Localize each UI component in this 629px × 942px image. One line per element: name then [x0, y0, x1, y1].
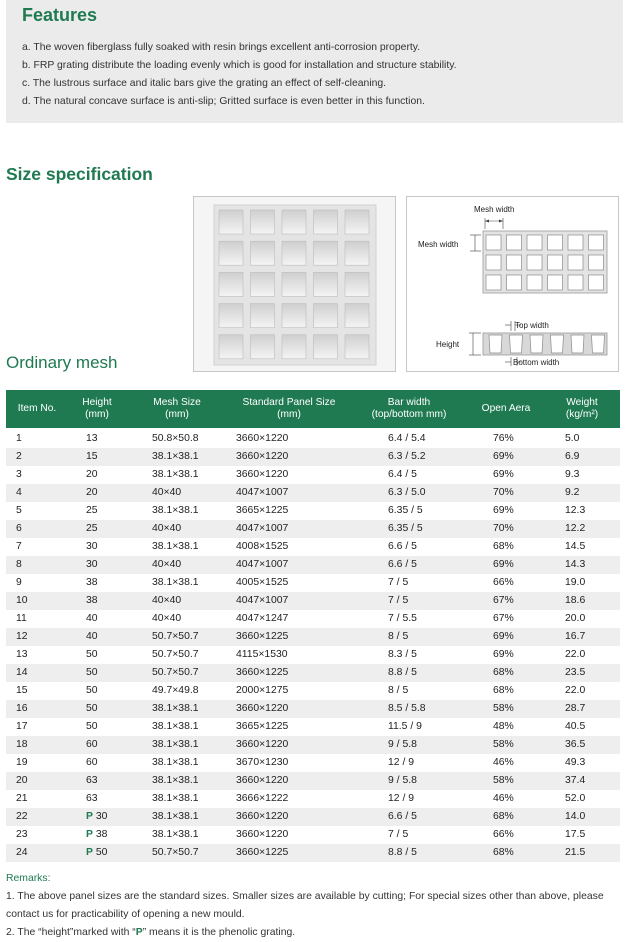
grating-cell	[219, 304, 243, 328]
cell-panel-size: 3660×1220	[236, 775, 289, 786]
cell-mesh-size: 50.7×50.7	[152, 631, 199, 642]
cell-bar-width: 6.6 / 5	[388, 559, 417, 570]
grating-cell	[314, 304, 338, 328]
cell-bar-width: 6.35 / 5	[388, 523, 423, 534]
table-row	[6, 664, 620, 682]
cell-height: 63	[86, 775, 98, 786]
cell-open-area: 67%	[493, 595, 514, 606]
grating-cell	[251, 241, 275, 265]
cell-open-area: 68%	[493, 685, 514, 696]
table-row	[6, 700, 620, 718]
diagram-mesh-cell	[486, 275, 501, 290]
cell-panel-size: 4047×1007	[236, 487, 289, 498]
cell-mesh-size: 38.1×38.1	[152, 703, 199, 714]
header-height: Height (mm)	[82, 397, 112, 420]
cell-bar-width: 8.3 / 5	[388, 649, 417, 660]
grating-cell	[282, 335, 306, 359]
cell-open-area: 68%	[493, 811, 514, 822]
header-open-area: Open Aera	[481, 403, 531, 414]
features-title: Features	[22, 5, 98, 25]
cell-mesh-size: 40×40	[152, 595, 182, 606]
cell-panel-size: 3660×1220	[236, 811, 289, 822]
grating-cell	[345, 210, 369, 234]
table-row	[6, 538, 620, 556]
cell-bar-width: 8.8 / 5	[388, 847, 417, 858]
phenolic-mark: P	[135, 927, 143, 938]
cell-item-no: 1	[16, 433, 22, 444]
diagram-mesh-cell	[589, 235, 604, 250]
cell-item-no: 2	[16, 451, 22, 462]
grating-cell	[282, 304, 306, 328]
diagram-mesh-cell	[589, 275, 604, 290]
grating-cell	[282, 241, 306, 265]
header-panel-size: Standard Panel Size (mm)	[242, 397, 336, 420]
diagram-mesh-cell	[548, 235, 563, 250]
cell-panel-size: 3666×1222	[236, 793, 289, 804]
cell-bar-width: 8.5 / 5.8	[388, 703, 426, 714]
cell-item-no: 10	[16, 595, 28, 606]
cell-panel-size: 3660×1220	[236, 451, 289, 462]
cell-open-area: 58%	[493, 703, 514, 714]
header-bar-width: Bar width (top/bottom mm)	[371, 397, 447, 420]
cell-item-no: 6	[16, 523, 22, 534]
cell-height: 38	[86, 577, 98, 588]
section-gap	[592, 335, 605, 353]
table-row	[6, 754, 620, 772]
cell-panel-size: 4047×1247	[236, 613, 289, 624]
cell-panel-size: 4008×1525	[236, 541, 289, 552]
cell-weight: 22.0	[565, 685, 586, 696]
cell-item-no: 5	[16, 505, 22, 516]
diagram-mesh-cell	[527, 255, 542, 270]
cell-panel-size: 4005×1525	[236, 577, 289, 588]
table-row	[6, 682, 620, 700]
cell-open-area: 69%	[493, 505, 514, 516]
table-row	[6, 646, 620, 664]
cell-weight: 40.5	[565, 721, 586, 732]
cell-height: 15	[86, 451, 98, 462]
cell-mesh-size: 38.1×38.1	[152, 451, 199, 462]
cell-item-no: 4	[16, 487, 22, 498]
grating-cell	[314, 335, 338, 359]
feature-item: a. The woven fiberglass fully soaked with resin brings excellent anti-corrosion property.	[22, 42, 421, 53]
cell-height: 25	[86, 505, 98, 516]
cell-weight: 16.7	[565, 631, 586, 642]
cell-mesh-size: 40×40	[152, 487, 182, 498]
table-row	[6, 430, 620, 448]
cell-open-area: 58%	[493, 739, 514, 750]
grating-cell	[282, 272, 306, 296]
features-list	[22, 39, 457, 111]
cell-panel-size: 3665×1225	[236, 505, 289, 516]
cell-panel-size: 3660×1220	[236, 739, 289, 750]
phenolic-mark: P	[86, 811, 93, 822]
diagram-mesh-cell	[568, 255, 583, 270]
table-row	[6, 844, 620, 862]
cell-open-area: 67%	[493, 613, 514, 624]
cell-height: 38	[86, 595, 98, 606]
cell-height: 40	[86, 631, 98, 642]
bottom-width-label: Bottom width	[513, 358, 560, 367]
cell-open-area: 68%	[493, 667, 514, 678]
cell-item-no: 18	[16, 739, 28, 750]
table-row	[6, 808, 620, 826]
cell-bar-width: 7 / 5	[388, 577, 409, 588]
grating-cell	[251, 335, 275, 359]
table-row	[6, 466, 620, 484]
table-row	[6, 628, 620, 646]
diagram-mesh-cell	[507, 255, 522, 270]
cell-item-no: 3	[16, 469, 22, 480]
section-gap	[571, 335, 584, 353]
cell-height: 50	[86, 649, 98, 660]
cell-bar-width: 6.3 / 5.0	[388, 487, 426, 498]
table-row	[6, 484, 620, 502]
cell-weight: 17.5	[565, 829, 586, 840]
cell-panel-size: 3660×1225	[236, 631, 289, 642]
grating-cell	[314, 272, 338, 296]
diagram-mesh-cell	[589, 255, 604, 270]
cell-height: 30	[86, 559, 98, 570]
grating-cell	[345, 241, 369, 265]
feature-item: d. The natural concave surface is anti-slip; Gritted surface is even better in this function.	[22, 96, 425, 107]
grating-photo	[193, 196, 396, 372]
cell-item-no: 22	[16, 811, 28, 822]
cell-weight: 37.4	[565, 775, 586, 786]
cell-mesh-size: 38.1×38.1	[152, 775, 199, 786]
cell-item-no: 23	[16, 829, 28, 840]
cell-panel-size: 4115×1530	[236, 649, 288, 660]
cell-mesh-size: 38.1×38.1	[152, 469, 199, 480]
mesh-diagram	[406, 196, 619, 372]
diagram-mesh-cell	[507, 275, 522, 290]
cell-open-area: 70%	[493, 523, 514, 534]
phenolic-mark: P	[86, 847, 93, 858]
diagram-mesh-cell	[527, 235, 542, 250]
cell-height: P 30	[86, 811, 108, 822]
mesh-diagram-svg	[407, 197, 618, 371]
remark-line: contact us for practicability of opening a new mould.	[6, 909, 245, 920]
cell-weight: 6.9	[565, 451, 580, 462]
cell-mesh-size: 38.1×38.1	[152, 739, 199, 750]
cell-bar-width: 7 / 5	[388, 829, 409, 840]
table-row	[6, 772, 620, 790]
cell-panel-size: 4047×1007	[236, 595, 289, 606]
cell-mesh-size: 38.1×38.1	[152, 757, 199, 768]
header-weight: Weight (kg/m²)	[565, 397, 599, 420]
table-row	[6, 448, 620, 466]
cell-mesh-size: 38.1×38.1	[152, 577, 199, 588]
grating-cell	[219, 272, 243, 296]
cell-open-area: 69%	[493, 469, 514, 480]
cell-bar-width: 12 / 9	[388, 793, 414, 804]
cell-mesh-size: 49.7×49.8	[152, 685, 199, 696]
grating-photo-illustration	[194, 197, 395, 371]
cell-bar-width: 9 / 5.8	[388, 739, 417, 750]
cell-panel-size: 3665×1225	[236, 721, 289, 732]
remarks-section	[6, 870, 623, 942]
cell-open-area: 70%	[493, 487, 514, 498]
cell-weight: 12.3	[565, 505, 586, 516]
cell-mesh-size: 50.7×50.7	[152, 847, 199, 858]
diagram-mesh-cell	[548, 275, 563, 290]
cell-panel-size: 3660×1225	[236, 847, 289, 858]
diagram-mesh-cell	[486, 255, 501, 270]
cell-open-area: 69%	[493, 559, 514, 570]
diagram-mesh-cell	[507, 235, 522, 250]
cell-height: 30	[86, 541, 98, 552]
grating-cell	[345, 335, 369, 359]
cell-mesh-size: 50.7×50.7	[152, 667, 199, 678]
cell-weight: 19.0	[565, 577, 586, 588]
grating-cell	[219, 210, 243, 234]
cell-item-no: 13	[16, 649, 28, 660]
table-row	[6, 718, 620, 736]
table-row	[6, 826, 620, 844]
section-gap	[530, 335, 543, 353]
table-row	[6, 592, 620, 610]
cell-height: 40	[86, 613, 98, 624]
cell-weight: 22.0	[565, 649, 586, 660]
cell-open-area: 69%	[493, 451, 514, 462]
cell-mesh-size: 50.7×50.7	[152, 649, 199, 660]
cell-weight: 14.0	[565, 811, 586, 822]
cell-open-area: 69%	[493, 631, 514, 642]
diagram-mesh-cell	[486, 235, 501, 250]
cell-item-no: 12	[16, 631, 28, 642]
cell-item-no: 15	[16, 685, 28, 696]
grating-cell	[314, 210, 338, 234]
cell-weight: 36.5	[565, 739, 586, 750]
cell-mesh-size: 38.1×38.1	[152, 793, 199, 804]
cell-weight: 12.2	[565, 523, 586, 534]
table-row	[6, 520, 620, 538]
feature-item: c. The lustrous surface and italic bars give the grating an effect of self-cleaning.	[22, 78, 387, 89]
cell-bar-width: 12 / 9	[388, 757, 414, 768]
cell-panel-size: 3660×1220	[236, 469, 289, 480]
table-row	[6, 790, 620, 808]
cell-bar-width: 6.4 / 5	[388, 469, 417, 480]
grating-cell	[251, 210, 275, 234]
cell-bar-width: 8.8 / 5	[388, 667, 417, 678]
ordinary-mesh-title: Ordinary mesh	[6, 353, 118, 372]
cell-height: 50	[86, 703, 98, 714]
header-item-no: Item No.	[17, 403, 57, 414]
grating-cell	[345, 272, 369, 296]
cell-weight: 20.0	[565, 613, 586, 624]
table-row	[6, 610, 620, 628]
cell-weight: 23.5	[565, 667, 586, 678]
cell-weight: 28.7	[565, 703, 586, 714]
cell-panel-size: 4047×1007	[236, 523, 289, 534]
size-spec-title: Size specification	[6, 164, 153, 184]
cell-bar-width: 6.35 / 5	[388, 505, 423, 516]
cell-open-area: 66%	[493, 577, 514, 588]
cell-item-no: 7	[16, 541, 22, 552]
cell-item-no: 11	[16, 613, 27, 624]
cell-panel-size: 3670×1230	[236, 757, 289, 768]
height-label: Height	[436, 340, 460, 349]
cell-item-no: 16	[16, 703, 28, 714]
cell-height: 63	[86, 793, 98, 804]
cell-height: 20	[86, 469, 98, 480]
cell-height: 60	[86, 739, 98, 750]
cell-panel-size: 4047×1007	[236, 559, 289, 570]
cell-height: 50	[86, 667, 98, 678]
remark-line: 1. The above panel sizes are the standard sizes. Smaller sizes are available by cutting; For special sizes other than above, please	[6, 891, 604, 902]
cell-bar-width: 6.4 / 5.4	[388, 433, 426, 444]
cell-weight: 18.6	[565, 595, 586, 606]
cell-panel-size: 3660×1220	[236, 829, 289, 840]
table-row	[6, 502, 620, 520]
grating-cell	[251, 304, 275, 328]
remark-line: 2. The “height”marked with “P” means it is the phenolic grating.	[6, 927, 296, 938]
mesh-width-top-label: Mesh width	[474, 205, 515, 214]
cell-panel-size: 2000×1275	[236, 685, 289, 696]
cell-bar-width: 8 / 5	[388, 631, 409, 642]
cell-open-area: 76%	[493, 433, 514, 444]
diagram-mesh-cell	[527, 275, 542, 290]
cell-item-no: 14	[16, 667, 28, 678]
header-mesh-size: Mesh Size (mm)	[153, 397, 201, 420]
cell-mesh-size: 50.8×50.8	[152, 433, 199, 444]
features-section	[6, 0, 623, 123]
cell-mesh-size: 38.1×38.1	[152, 721, 199, 732]
cell-item-no: 19	[16, 757, 28, 768]
grating-cell	[282, 210, 306, 234]
cell-open-area: 58%	[493, 775, 514, 786]
cell-open-area: 69%	[493, 649, 514, 660]
diagram-mesh-cell	[568, 275, 583, 290]
grating-cell	[251, 272, 275, 296]
top-width-label: Top width	[515, 321, 549, 330]
cell-height: 50	[86, 685, 98, 696]
cell-item-no: 20	[16, 775, 28, 786]
grating-cell	[345, 304, 369, 328]
cell-weight: 49.3	[565, 757, 586, 768]
cell-bar-width: 7 / 5.5	[388, 613, 417, 624]
cell-mesh-size: 38.1×38.1	[152, 505, 199, 516]
cell-weight: 52.0	[565, 793, 586, 804]
cell-open-area: 48%	[493, 721, 514, 732]
cell-open-area: 68%	[493, 847, 514, 858]
cell-mesh-size: 40×40	[152, 559, 182, 570]
cell-weight: 5.0	[565, 433, 580, 444]
cell-open-area: 66%	[493, 829, 514, 840]
cell-weight: 21.5	[565, 847, 586, 858]
table-header	[6, 390, 620, 428]
cell-bar-width: 6.3 / 5.2	[388, 451, 426, 462]
cell-height: 13	[86, 433, 98, 444]
grating-cell	[314, 241, 338, 265]
section-gap	[510, 335, 523, 353]
cell-open-area: 46%	[493, 793, 514, 804]
cell-panel-size: 3660×1220	[236, 433, 289, 444]
grating-cell	[219, 335, 243, 359]
cell-bar-width: 9 / 5.8	[388, 775, 417, 786]
diagram-mesh-cell	[548, 255, 563, 270]
cell-height: 20	[86, 487, 98, 498]
cell-bar-width: 11.5 / 9	[388, 721, 422, 732]
cell-bar-width: 8 / 5	[388, 685, 409, 696]
cell-mesh-size: 38.1×38.1	[152, 541, 199, 552]
cell-bar-width: 7 / 5	[388, 595, 409, 606]
feature-item: b. FRP grating distribute the loading evenly which is good for installation and structure stability.	[22, 60, 457, 71]
section-gap	[489, 335, 502, 353]
cell-weight: 9.3	[565, 469, 580, 480]
mesh-width-left-label: Mesh width	[418, 240, 459, 249]
cell-item-no: 24	[16, 847, 28, 858]
cell-panel-size: 3660×1225	[236, 667, 289, 678]
cell-height: P 38	[86, 829, 108, 840]
cell-height: 25	[86, 523, 98, 534]
diagram-mesh-cell	[568, 235, 583, 250]
cell-weight: 9.2	[565, 487, 580, 498]
cell-weight: 14.3	[565, 559, 586, 570]
cell-item-no: 8	[16, 559, 22, 570]
cell-item-no: 17	[16, 721, 28, 732]
cell-open-area: 46%	[493, 757, 514, 768]
cell-open-area: 68%	[493, 541, 514, 552]
cell-mesh-size: 38.1×38.1	[152, 811, 199, 822]
table-row	[6, 574, 620, 592]
cell-item-no: 9	[16, 577, 22, 588]
cell-height: 50	[86, 721, 98, 732]
cell-bar-width: 6.6 / 5	[388, 811, 417, 822]
cell-height: 60	[86, 757, 98, 768]
cell-bar-width: 6.6 / 5	[388, 541, 417, 552]
cell-height: P 50	[86, 847, 108, 858]
grating-cell	[219, 241, 243, 265]
remarks-title: Remarks:	[6, 873, 51, 884]
section-gap	[551, 335, 564, 353]
table-row	[6, 736, 620, 754]
phenolic-mark: P	[86, 829, 93, 840]
cell-weight: 14.5	[565, 541, 586, 552]
cell-mesh-size: 38.1×38.1	[152, 829, 199, 840]
cell-mesh-size: 40×40	[152, 523, 182, 534]
cell-item-no: 21	[16, 793, 28, 804]
cell-mesh-size: 40×40	[152, 613, 182, 624]
cell-panel-size: 3660×1220	[236, 703, 289, 714]
table-row	[6, 556, 620, 574]
